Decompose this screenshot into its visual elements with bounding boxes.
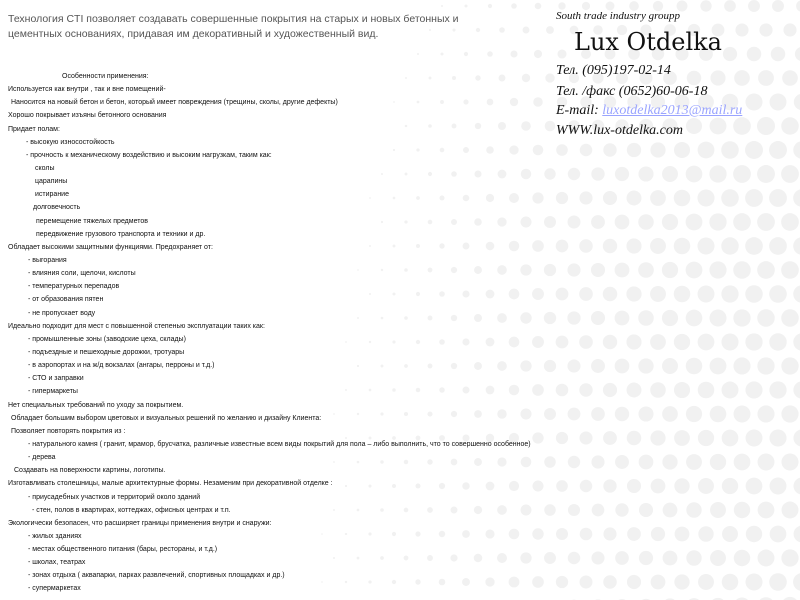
feature-line: - гипермаркеты [28,388,78,396]
halftone-dot [733,165,751,183]
company-name: South trade industry groupp [556,10,680,22]
feature-line: Изготавливать столешницы, малые архитектурные формы. Незаменим при декоративной отделке : [8,480,333,488]
halftone-dot [674,382,690,398]
halftone-dot [721,189,739,207]
halftone-dot [674,478,689,493]
halftone-dot [674,574,689,589]
halftone-dot [746,526,762,542]
halftone-dot [546,26,554,34]
feature-line: - прочность к механическому воздействию и высоким нагрузкам, таким как: [26,151,272,159]
halftone-dot [721,285,738,302]
features-list [8,70,668,596]
halftone-dot [734,454,751,471]
halftone-dot [499,27,505,33]
feature-line: - зонах отдыха ( аквапарки, парках развлечений, спортивных площадках и др.) [28,572,285,580]
halftone-dot [796,0,800,12]
halftone-dot [698,334,715,351]
halftone-dot [794,526,800,543]
halftone-dot [734,406,751,423]
halftone-dot [511,3,517,9]
halftone-dot [698,478,714,494]
halftone-dot [781,117,798,134]
halftone-dot [674,190,690,206]
halftone-dot [734,502,750,518]
halftone-dot [724,0,736,12]
halftone-dot [721,237,738,254]
halftone-dot [709,261,726,278]
feature-line: царапины [35,178,68,186]
halftone-dot [698,142,715,159]
halftone-dot [757,213,775,231]
halftone-dot [770,478,787,495]
halftone-dot [745,285,763,303]
halftone-dot [758,550,775,567]
halftone-dot [793,381,800,398]
halftone-dot [488,4,492,8]
halftone-dot [700,0,711,11]
halftone-dot [793,333,800,350]
halftone-dot [758,70,774,86]
halftone-dot [686,406,702,422]
halftone-dot [745,333,762,350]
feature-line: Экологически безопасен, что расширяет границы применения внутри и снаружи: [8,519,272,527]
halftone-dot [535,3,542,10]
halftone-dot [772,0,784,12]
halftone-dot [558,2,565,9]
halftone-dot [758,502,775,519]
halftone-dot [781,261,799,279]
halftone-dot [745,189,763,207]
halftone-dot [686,550,701,565]
halftone-dot [757,117,775,135]
halftone-dot [794,94,800,110]
halftone-dot [510,50,517,57]
halftone-dot [757,405,774,422]
halftone-dot [769,333,786,350]
halftone-dot [793,429,800,446]
halftone-dot [733,357,750,374]
halftone-dot [698,286,715,303]
feature-line: - промышленные зоны (заводские цеха, склады) [28,335,186,343]
halftone-dot [710,502,726,518]
feature-line: - жилых зданиях [28,532,82,540]
halftone-dot [464,4,467,7]
halftone-dot [674,238,691,255]
feature-line: передвижение грузового транспорта и техники и др. [36,230,206,238]
halftone-dot [441,5,443,7]
feature-line: - в аэропортах и на ж/д вокзалах (ангары, перроны и т.д.) [28,362,215,370]
halftone-dot [723,47,737,61]
halftone-dot [748,0,760,12]
halftone-dot [733,261,750,278]
feature-line: - натурального камня ( гранит, мрамор, брусчатка, различные известные всем виды покрытий для пола – либо выполнить, что то совершенно особенное) [28,440,531,448]
feature-line: - влияния соли, щелочи, кислоты [28,270,136,278]
halftone-dot [674,286,690,302]
halftone-dot [769,237,787,255]
halftone-dot [770,94,787,111]
halftone-dot [709,213,726,230]
halftone-dot [698,382,715,399]
halftone-dot [781,213,799,231]
feature-line: - приусадебных участков и территорий около зданий [28,493,201,501]
halftone-dot [710,118,727,135]
halftone-dot [781,549,798,566]
halftone-dot [686,454,702,470]
halftone-dot [757,165,775,183]
halftone-dot [735,23,748,36]
halftone-dot [734,550,750,566]
halftone-dot [733,213,751,231]
intro-paragraph: Технология CTI позволяет создавать совершенные покрытия на старых и новых бетонных и цементных основаниях, придавая им декоративный и художественный вид. [8,13,459,40]
feature-line: - СТО и заправки [28,375,84,383]
halftone-dot [582,2,590,10]
halftone-dot [782,502,799,519]
halftone-dot [793,573,800,591]
halftone-dot [686,262,703,279]
feature-line: Придает полам: [8,125,60,133]
halftone-dot [781,405,798,422]
halftone-dot [747,47,762,62]
halftone-dot [746,430,763,447]
feature-line: Хорошо покрывает изъяны бетонного основания [8,112,167,120]
email-link[interactable]: luxotdelka2013@mail.ru [602,103,743,118]
halftone-dot [686,118,702,134]
halftone-dot [686,166,703,183]
feature-line: Нет специальных требований по уходу за покрытием. [8,401,184,409]
halftone-dot [781,357,798,374]
halftone-dot [771,47,786,62]
feature-line: - школах, театрах [28,559,86,567]
phone-line: Тел. (095)197-02-14 [556,63,671,78]
halftone-dot [674,334,690,350]
feature-line: Идеально подходит для мест с повышенной степенью эксплуатации таких как: [8,322,265,330]
halftone-dot [487,51,493,57]
halftone-dot [722,430,739,447]
halftone-dot [793,237,800,255]
feature-line: - подъездные и пешеходные дорожки, тротуары [28,348,185,356]
halftone-dot [759,23,772,36]
halftone-dot [523,27,530,34]
feature-line: - выгорания [28,256,67,264]
halftone-dot [757,309,774,326]
feature-line: - температурных перепадов [28,283,120,291]
halftone-dot [722,526,738,542]
halftone-dot [745,237,763,255]
feature-line: истирание [35,191,69,199]
halftone-dot [722,382,739,399]
feature-line: - дерева [28,454,56,462]
halftone-dot [721,333,738,350]
halftone-dot [769,429,786,446]
halftone-dot [769,189,787,207]
halftone-dot [722,574,739,591]
halftone-dot [769,573,787,591]
halftone-dot [698,526,713,541]
halftone-dot [745,381,762,398]
halftone-dot [757,357,774,374]
feature-line: Создавать на поверхности картины, логотипы. [14,467,166,475]
halftone-dot [781,309,799,327]
halftone-dot [464,52,468,56]
halftone-dot [674,430,690,446]
halftone-dot [710,358,727,375]
feature-line: Используется как внутри , так и вне помещений- [8,86,166,94]
halftone-dot [733,117,751,135]
feature-line: перемещение тяжелых предметов [36,217,148,225]
halftone-dot [794,478,800,495]
halftone-dot [745,141,763,159]
halftone-dot [698,430,714,446]
halftone-dot [769,381,786,398]
halftone-dot [758,454,775,471]
halftone-dot [675,527,690,542]
feature-line: Позволяет повторять покрытия из : [11,427,126,435]
feature-line: долговечность [33,204,81,212]
halftone-dot [770,526,787,543]
halftone-dot [710,406,727,423]
halftone-dot [698,574,714,590]
features-heading: Особенности применения: [62,73,149,80]
feature-line: Обладает высокими защитными функциями. Предохраняет от: [8,243,213,251]
halftone-dot [781,165,799,183]
halftone-dot [709,309,726,326]
halftone-dot [782,70,798,86]
halftone-dot [686,358,702,374]
feature-line: Наносится на новый бетон и бетон, который имеет повреждения (трещины, сколы, другие дефекты) [11,99,338,107]
halftone-dot [734,70,750,86]
halftone-dot [686,502,701,517]
halftone-dot [686,310,703,327]
halftone-dot [745,93,762,110]
halftone-dot [417,53,419,55]
website-line: WWW.lux-otdelka.com [556,123,683,138]
feature-line: - от образования пятен [28,296,104,304]
halftone-dot [674,142,690,158]
halftone-dot [710,70,725,85]
halftone-dot [733,309,750,326]
feature-line: - супермаркетах [28,585,81,593]
feature-line: - местах общественного питания (бары, рестораны, и т.д.) [28,546,218,554]
halftone-dot [793,189,800,207]
halftone-dot [721,141,739,159]
halftone-dot [557,49,566,58]
halftone-dot [710,454,726,470]
email-label: E-mail: [556,103,599,118]
halftone-dot [769,285,787,303]
feature-line: - не пропускает воду [28,309,96,317]
halftone-dot [697,189,714,206]
halftone-dot [722,478,738,494]
halftone-dot [710,550,726,566]
halftone-dot [440,52,443,55]
halftone-dot [534,50,542,58]
halftone-dot [793,285,800,303]
halftone-dot [709,165,726,182]
fax-line: Тел. /факс (0652)60-06-18 [556,84,708,99]
halftone-dot [769,141,787,159]
halftone-dot [757,261,775,279]
halftone-dot [697,237,714,254]
halftone-dot [781,453,798,470]
feature-line: - высокую износостойкость [26,138,115,146]
halftone-dot [745,573,762,590]
halftone-dot [795,47,800,61]
feature-line: - стен, полов в квартирах, коттеджах, офисных центрах и т.п. [32,506,231,514]
halftone-dot [746,478,763,495]
feature-line: Обладает большим выбором цветовых и визуальных решений по желанию и дизайну Клиента: [11,414,322,422]
halftone-dot [793,141,800,158]
brand-title: Lux Otdelka [574,28,722,56]
halftone-dot [783,23,796,36]
halftone-dot [686,214,703,231]
feature-line: сколы [35,164,55,172]
